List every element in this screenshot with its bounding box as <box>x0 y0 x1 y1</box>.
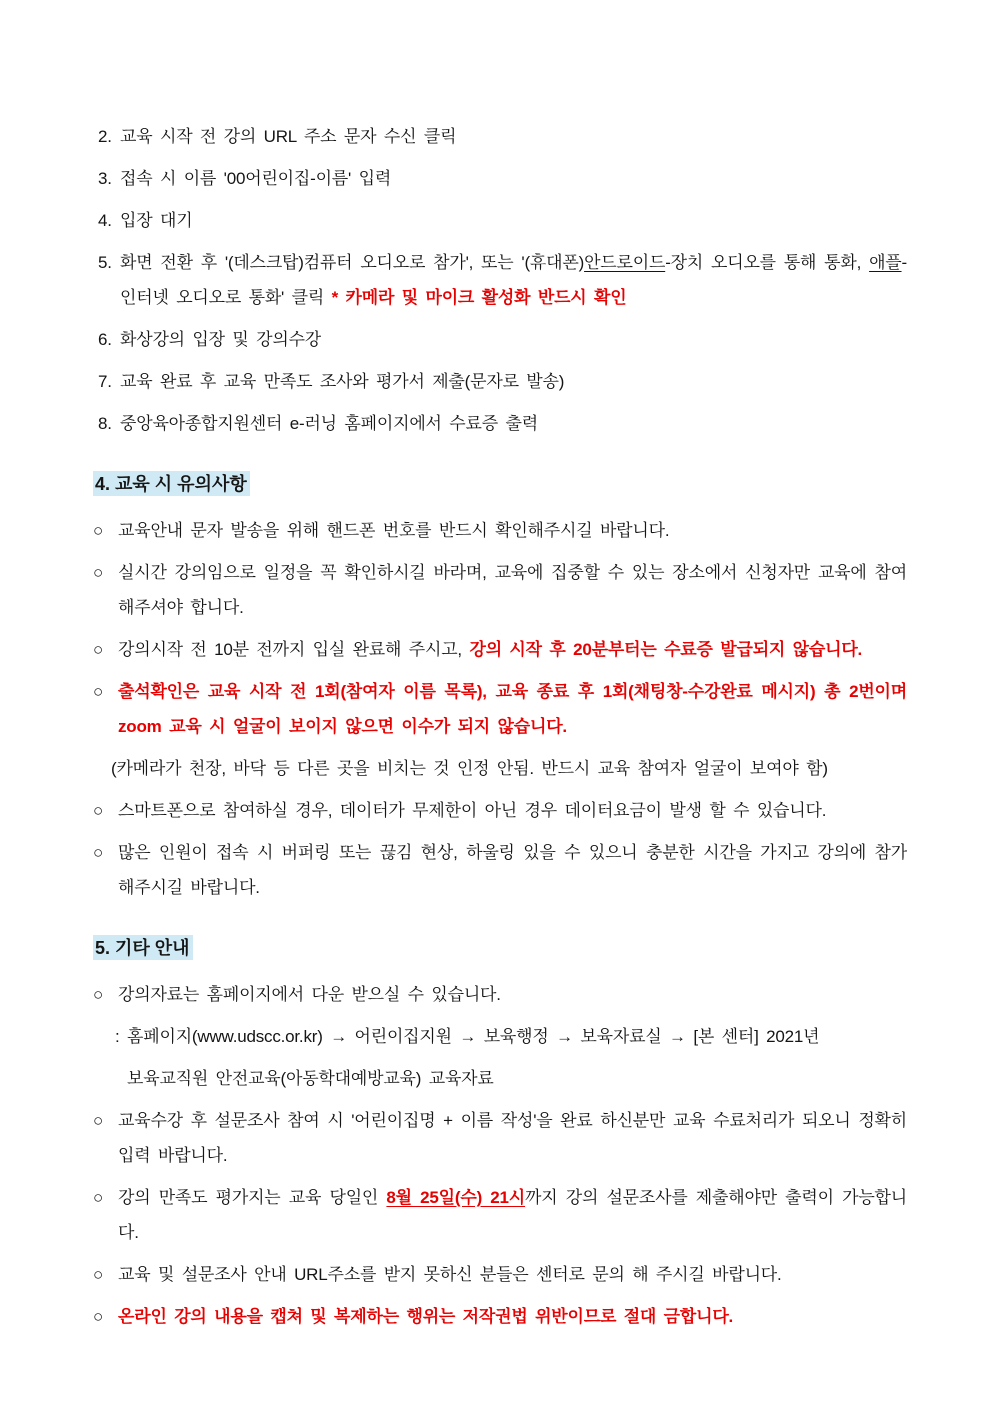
list-item-marker: ○ <box>93 640 104 659</box>
list-item-marker: ○ <box>93 1188 104 1207</box>
text-segment: 교육 및 설문조사 안내 URL주소를 받지 못하신 분들은 센터로 문의 해 주시길 바랍니다. <box>118 1265 782 1284</box>
list-item <box>93 1061 907 1096</box>
list-item-text <box>118 1257 907 1292</box>
list-item <box>98 406 907 441</box>
section-education-cautions <box>93 467 907 905</box>
list-item <box>93 632 907 667</box>
list-item-marker <box>93 751 111 786</box>
section-other-guidance <box>93 931 907 1334</box>
list-item-text <box>118 1103 907 1173</box>
text-segment: 강의 만족도 평가지는 교육 당일인 <box>118 1188 387 1207</box>
section-5-heading-text: 5. 기타 안내 <box>93 935 193 960</box>
text-segment: 입장 대기 <box>120 211 193 230</box>
text-segment: 보육교직원 안전교육(아동학대예방교육) 교육자료 <box>127 1069 494 1088</box>
list-item-marker: ○ <box>93 1265 104 1284</box>
list-item-text <box>111 751 907 786</box>
text-segment: 강의자료는 홈페이지에서 다운 받으실 수 있습니다. <box>118 985 501 1004</box>
list-item <box>98 322 907 357</box>
text-segment: 까지 강의 설문조사를 제출해야만 출력이 가능합니다. <box>118 1188 907 1242</box>
list-item <box>98 119 907 154</box>
list-item-text <box>118 793 907 828</box>
text-segment: : 홈페이지(www.udscc.or.kr) → 어린이집지원 → 보육행정 → 보육자료실 → [본 센터] 2021년 <box>115 1027 820 1046</box>
list-item-text <box>118 977 907 1012</box>
list-item-marker: ○ <box>93 1307 104 1326</box>
list-item-text <box>118 555 907 625</box>
text-segment: (카메라가 천장, 바닥 등 다른 곳을 비치는 것 인정 안됨. 반드시 교육 참여자 얼굴이 보여야 함) <box>111 759 828 778</box>
list-item-marker <box>93 1019 115 1054</box>
list-item-text <box>118 513 907 548</box>
list-item <box>93 513 907 548</box>
list-item-text <box>118 1180 907 1250</box>
list-item-marker: 2. <box>98 127 112 146</box>
list-item <box>93 1019 907 1054</box>
list-item-text <box>115 1019 907 1054</box>
list-item-marker: 8. <box>98 414 112 433</box>
section-4-notes-list <box>93 513 907 905</box>
list-item-marker: 7. <box>98 372 112 391</box>
list-item-marker: 3. <box>98 169 112 188</box>
list-item <box>93 555 907 625</box>
section-4-heading <box>93 467 907 502</box>
text-segment: 접속 시 이름 '00어린이집-이름' 입력 <box>120 169 392 188</box>
list-item-text <box>118 674 907 744</box>
list-item <box>98 203 907 238</box>
text-segment: 교육수강 후 설문조사 참여 시 '어린이집명 + 이름 작성'을 완료 하신분만 교육 수료처리가 되오니 정확히 입력 바랍니다. <box>118 1111 907 1165</box>
list-item <box>98 245 907 315</box>
list-item <box>93 793 907 828</box>
text-segment: 교육안내 문자 발송을 위해 핸드폰 번호를 반드시 확인해주시길 바랍니다. <box>118 521 670 540</box>
list-item-marker: ○ <box>93 521 104 540</box>
list-item-marker: ○ <box>93 1111 104 1130</box>
list-item-text <box>120 119 907 154</box>
text-segment: 화상강의 입장 및 강의수강 <box>120 330 322 349</box>
text-segment: -장치 오디오를 통해 통화, <box>665 253 870 272</box>
list-item-marker: ○ <box>93 801 104 820</box>
text-segment: 강의 시작 후 20분부터는 수료증 발급되지 않습니다. <box>469 640 863 659</box>
list-item-text <box>120 245 907 315</box>
list-item-marker: ○ <box>93 843 104 862</box>
list-item <box>93 751 907 786</box>
list-item-text <box>120 406 907 441</box>
list-item-marker: 4. <box>98 211 112 230</box>
document-page <box>93 119 907 1341</box>
list-item-text <box>120 203 907 238</box>
list-item-marker: ○ <box>93 985 104 1004</box>
list-item <box>98 364 907 399</box>
list-item-marker: 6. <box>98 330 112 349</box>
text-segment: 애플 <box>869 253 902 272</box>
list-item-text <box>118 632 907 667</box>
text-segment: 8월 25일(수) 21시 <box>386 1188 526 1207</box>
text-segment: 실시간 강의임으로 일정을 꼭 확인하시길 바라며, 교육에 집중할 수 있는 장소에서 신청자만 교육에 참여해주셔야 합니다. <box>118 563 907 617</box>
numbered-steps-list <box>93 119 907 441</box>
text-segment: 스마트폰으로 참여하실 경우, 데이터가 무제한이 아닌 경우 데이터요금이 발생 할 수 있습니다. <box>118 801 827 820</box>
list-item-text <box>120 161 907 196</box>
text-segment: 출석확인은 교육 시작 전 1회(참여자 이름 목록), 교육 종료 후 1회(채팅창-수강완료 메시지) 총 2번이며 zoom 교육 시 얼굴이 보이지 않으면 이수가 되지 않습니다. <box>118 682 907 736</box>
list-item <box>93 1257 907 1292</box>
text-segment: 온라인 강의 내용을 캡쳐 및 복제하는 행위는 저작권법 위반이므로 절대 금합니다. <box>118 1307 734 1326</box>
list-item-marker <box>93 1061 127 1096</box>
text-segment: 화면 전환 후 '(데스크탑)컴퓨터 오디오로 참가', 또는 '(휴대폰) <box>120 253 585 272</box>
list-item-text <box>118 835 907 905</box>
list-item-marker: ○ <box>93 682 104 701</box>
list-item <box>93 1299 907 1334</box>
list-item <box>98 161 907 196</box>
list-item-text <box>118 1299 907 1334</box>
list-item <box>93 977 907 1012</box>
list-item <box>93 674 907 744</box>
list-item <box>93 1103 907 1173</box>
list-item-marker: ○ <box>93 563 104 582</box>
list-item-text <box>120 364 907 399</box>
text-segment: 교육 시작 전 강의 URL 주소 문자 수신 클릭 <box>120 127 457 146</box>
text-segment: 교육 완료 후 교육 만족도 조사와 평가서 제출(문자로 발송) <box>120 372 565 391</box>
list-item <box>93 835 907 905</box>
list-item <box>93 1180 907 1250</box>
section-5-heading <box>93 931 907 966</box>
text-segment: -인터넷 오디오로 통화' 클릭 <box>120 253 907 307</box>
text-segment: * 카메라 및 마이크 활성화 반드시 확인 <box>331 288 627 307</box>
text-segment: 안드로이드 <box>584 253 666 272</box>
list-item-text <box>127 1061 907 1096</box>
text-segment: 많은 인원이 접속 시 버퍼링 또는 끊김 현상, 하울링 있을 수 있으니 충분한 시간을 가지고 강의에 참가해주시길 바랍니다. <box>118 843 907 897</box>
section-5-notes-list <box>93 977 907 1334</box>
list-item-marker: 5. <box>98 253 112 272</box>
section-4-heading-text: 4. 교육 시 유의사항 <box>93 471 250 496</box>
text-segment: 강의시작 전 10분 전까지 입실 완료해 주시고, <box>118 640 470 659</box>
text-segment: 중앙육아종합지원센터 e-러닝 홈페이지에서 수료증 출력 <box>120 414 538 433</box>
list-item-text <box>120 322 907 357</box>
